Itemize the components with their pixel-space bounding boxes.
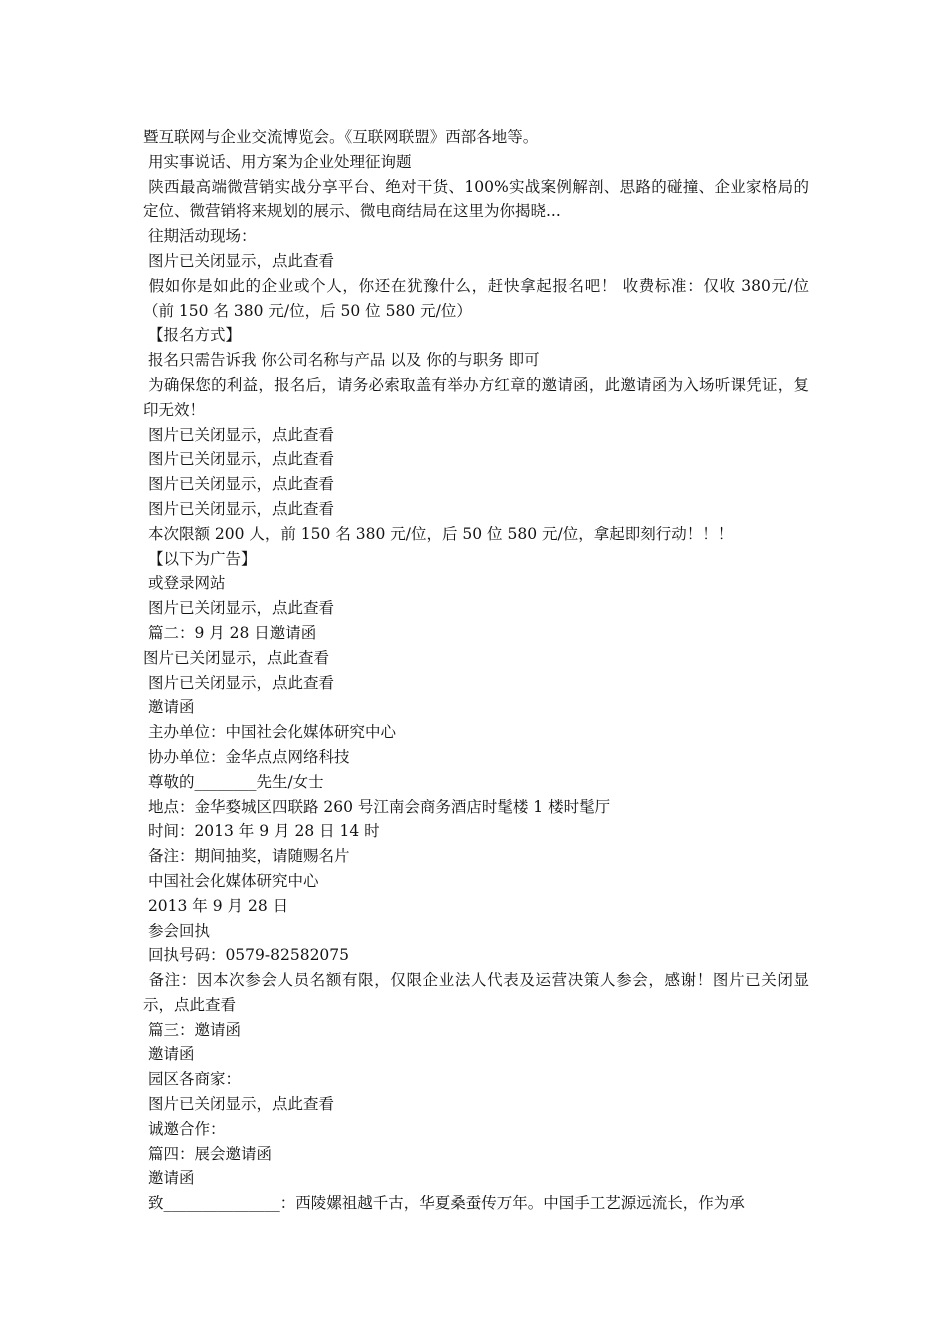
image-placeholder-link[interactable]: 图片已关闭显示，点此查看 — [143, 450, 334, 469]
text-line-organizer: 中国社会化媒体研究中心 — [143, 871, 319, 890]
text-line-quota: 本次限额 200 人，前 150 名 380 元/位，后 50 位 580 元/位，拿起即刻行动！！！ — [143, 524, 734, 543]
section-heading-ads: 【以下为广告】 — [143, 549, 257, 568]
text-line-host: 主办单位：中国社会化媒体研究中心 — [143, 723, 396, 742]
text-line-header: 暨互联网与企业交流博览会。《互联网联盟》西部各地等。 — [143, 128, 539, 146]
image-placeholder-link[interactable]: 图片已关闭显示，点此查看 — [143, 673, 334, 692]
text-line-location: 地点：金华婺城区四联路 260 号江南会商务酒店时髦楼 1 楼时髦厅 — [143, 797, 611, 816]
image-placeholder-link[interactable]: 图片已关闭显示，点此查看 — [143, 599, 334, 618]
text-line-exhibition-greeting: 致_______________：西陵嫘祖越千古，华夏桑蚕传万年。中国手工艺源远流长，作为承 — [143, 1194, 745, 1213]
image-placeholder-link[interactable]: 图片已关闭显示，点此查看 — [143, 1095, 334, 1114]
text-line-invitation-note: 为确保您的利益，报名后，请务必索取盖有举办方红章的邀请函，此邀请函为入场听课凭证，复印无效！ — [143, 375, 809, 419]
text-line-fee: 假如你是如此的企业或个人，你还在犹豫什么，赶快拿起报名吧！ 收费标准：仅收 380元/位 （前 150 名 380 元/位，后 50 位 580 元/位） — [143, 276, 814, 320]
text-line-receipt-number: 回执号码：0579-82582075 — [143, 946, 350, 965]
text-line-date: 2013 年 9 月 28 日 — [143, 896, 289, 915]
text-line-receipt-remark: 备注：因本次参会人员名额有限，仅限企业法人代表及运营决策人参会，感谢！图片已关闭显示，点此查看 — [143, 971, 809, 1014]
section-heading-registration: 【报名方式】 — [143, 326, 241, 345]
text-line-cooperation: 诚邀合作： — [143, 1119, 226, 1138]
text-line-salutation: 尊敬的________先生/女士 — [143, 772, 324, 791]
text-line-time: 时间：2013 年 9 月 28 日 14 时 — [143, 822, 380, 841]
section-heading-part-three: 篇三：邀请函 — [143, 1020, 241, 1039]
image-placeholder-link[interactable]: 图片已关闭显示，点此查看 — [143, 499, 334, 518]
document-body — [143, 125, 814, 1216]
text-line-receipt-title: 参会回执 — [143, 921, 210, 940]
text-line-invitation-title: 邀请函 — [143, 1045, 195, 1064]
image-placeholder-link[interactable]: 图片已关闭显示，点此查看 — [143, 648, 330, 667]
text-line-invitation-title: 邀请函 — [143, 1169, 195, 1188]
text-line-website: 或登录网站 — [143, 574, 226, 593]
image-placeholder-link[interactable]: 图片已关闭显示，点此查看 — [143, 425, 334, 444]
text-line-slogan: 用实事说话、用方案为企业处理征询题 — [143, 152, 412, 171]
text-line-invitation-title: 邀请函 — [143, 698, 195, 717]
text-line-intro: 陕西最高端微营销实战分享平台、绝对干货、100%实战案例解剖、思路的碰撞、企业家格局的定位、微营销将来规划的展示、微电商结局在这里为你揭晓... — [143, 177, 809, 221]
image-placeholder-link[interactable]: 图片已关闭显示，点此查看 — [143, 251, 334, 270]
image-placeholder-link[interactable]: 图片已关闭显示，点此查看 — [143, 475, 334, 494]
text-line-registration-info: 报名只需告诉我 你公司名称与产品 以及 你的与职务 即可 — [143, 351, 540, 370]
text-line-addressee: 园区各商家： — [143, 1070, 241, 1089]
text-line-remark: 备注：期间抽奖，请随赐名片 — [143, 847, 350, 866]
text-line-past-events: 往期活动现场： — [143, 227, 257, 246]
text-line-co-host: 协办单位：金华点点网络科技 — [143, 747, 350, 766]
section-heading-part-four: 篇四：展会邀请函 — [143, 1144, 272, 1163]
section-heading-part-two: 篇二：9 月 28 日邀请函 — [143, 623, 317, 642]
